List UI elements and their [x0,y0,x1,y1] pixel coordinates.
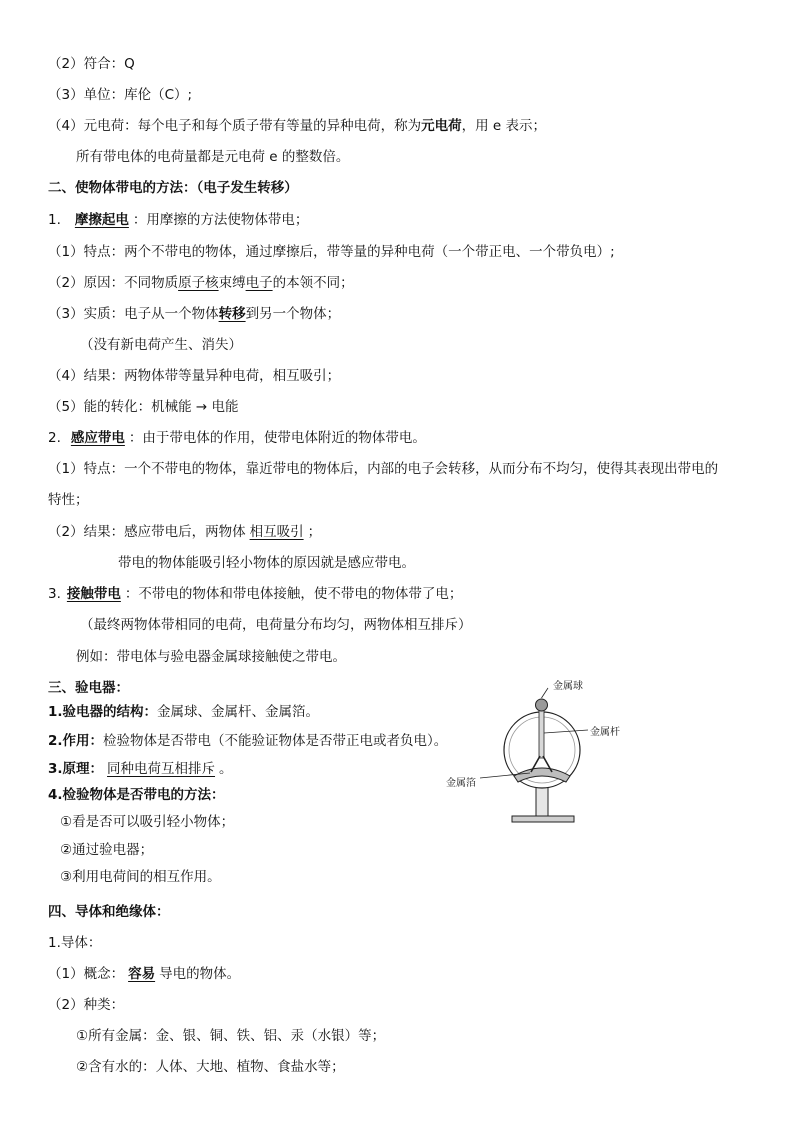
text-line: 1.验电器的结构：金属球、金属杆、金属箔。 [48,704,320,720]
text-line: 3. 接触带电 ：不带电的物体和带电体接触，使不带电的物体带了电； [48,586,463,602]
text-line: （最终两物体带相同的电荷，电荷量分布均匀，两物体相互排斥） [80,617,472,633]
text-line: （1）概念： 容易 导电的物体。 [48,966,241,982]
term-induction-charging: 感应带电 [70,430,125,446]
section-heading: 三、验电器： [48,680,129,696]
fill-blank: 相互吸引 [249,524,304,540]
text-line: （4）结果：两物体带等量异种电荷，相互吸引； [48,368,341,384]
text-line: （2）结果：感应带电后，两物体 相互吸引 ； [48,524,322,540]
electroscope-figure [440,678,640,838]
text-line: 4.检验物体是否带电的方法： [48,787,225,803]
text-line: 3.原理： 同种电荷互相排斥 。 [48,761,233,777]
text-line: （1）特点：一个不带电的物体，靠近带电的物体后，内部的电子会转移，从而分布不均匀，使得其表现出带电的 [48,461,719,477]
list-item: ②含有水的：人体、大地、植物、食盐水等； [76,1059,345,1075]
metal-ball [536,699,548,711]
text-line: （2）种类： [48,997,125,1013]
list-item: ①所有金属：金、银、铜、铁、铝、汞（水银）等； [76,1028,386,1044]
list-item: ①看是否可以吸引轻小物体； [60,814,235,830]
electroscope-stand [536,786,548,816]
electroscope-diagram [440,678,640,838]
metal-rod [539,708,544,758]
text-line: （3）实质：电子从一个物体转移到另一个物体； [48,306,341,322]
term-friction-charging: 摩擦起电 [74,212,129,228]
text-line: （5）能的转化：机械能 → 电能 [48,399,239,415]
text-line: （4）元电荷：每个电子和每个质子带有等量的异种电荷，称为元电荷，用 e 表示； [48,118,546,134]
text-line: （2）符合：Q [48,56,135,72]
fill-blank: 原子核 [178,275,219,291]
text-line: 1. 摩擦起电 ：用摩擦的方法使物体带电； [48,212,309,228]
text-line: （2）原因：不同物质原子核束缚电子的本领不同； [48,275,354,291]
text-line: 1.导体： [48,935,102,951]
fill-blank: 同种电荷互相排斥 [107,761,216,777]
fill-blank: 电子 [245,275,273,291]
label-metal-ball: 金属球 [553,681,583,692]
term-contact-charging: 接触带电 [66,586,121,602]
term-elementary-charge: 元电荷 [421,118,462,134]
text-line: 特性； [48,492,89,508]
fill-blank: 转移 [218,306,246,322]
list-item: ②通过验电器； [60,842,154,858]
text-line: （1）特点：两个不带电的物体，通过摩擦后，带等量的异种电荷（一个带正电、一个带负电）; [48,244,615,260]
text-line: 例如：带电体与验电器金属球接触使之带电。 [76,649,346,665]
section-heading: 二、使物体带电的方法：（电子发生转移） [48,180,298,196]
text-line: 2.作用：检验物体是否带电（不能验证物体是否带正电或者负电）。 [48,733,448,749]
text-line: 带电的物体能吸引轻小物体的原因就是感应带电。 [118,555,415,571]
list-item: ③利用电荷间的相互作用。 [60,869,221,885]
text-line: （3）单位：库伦（C）; [48,87,193,103]
electroscope-base [512,816,574,822]
section-heading: 四、导体和绝缘体： [48,904,170,920]
text-line: 2. 感应带电 ：由于带电体的作用，使带电体附近的物体带电。 [48,430,426,446]
fill-blank: 容易 [128,966,156,982]
label-metal-foil: 金属箔 [446,778,476,789]
text-line: （没有新电荷产生、消失） [80,337,242,353]
label-metal-rod: 金属杆 [590,727,620,738]
text-line: 所有带电体的电荷量都是元电荷 e 的整数倍。 [76,149,350,165]
